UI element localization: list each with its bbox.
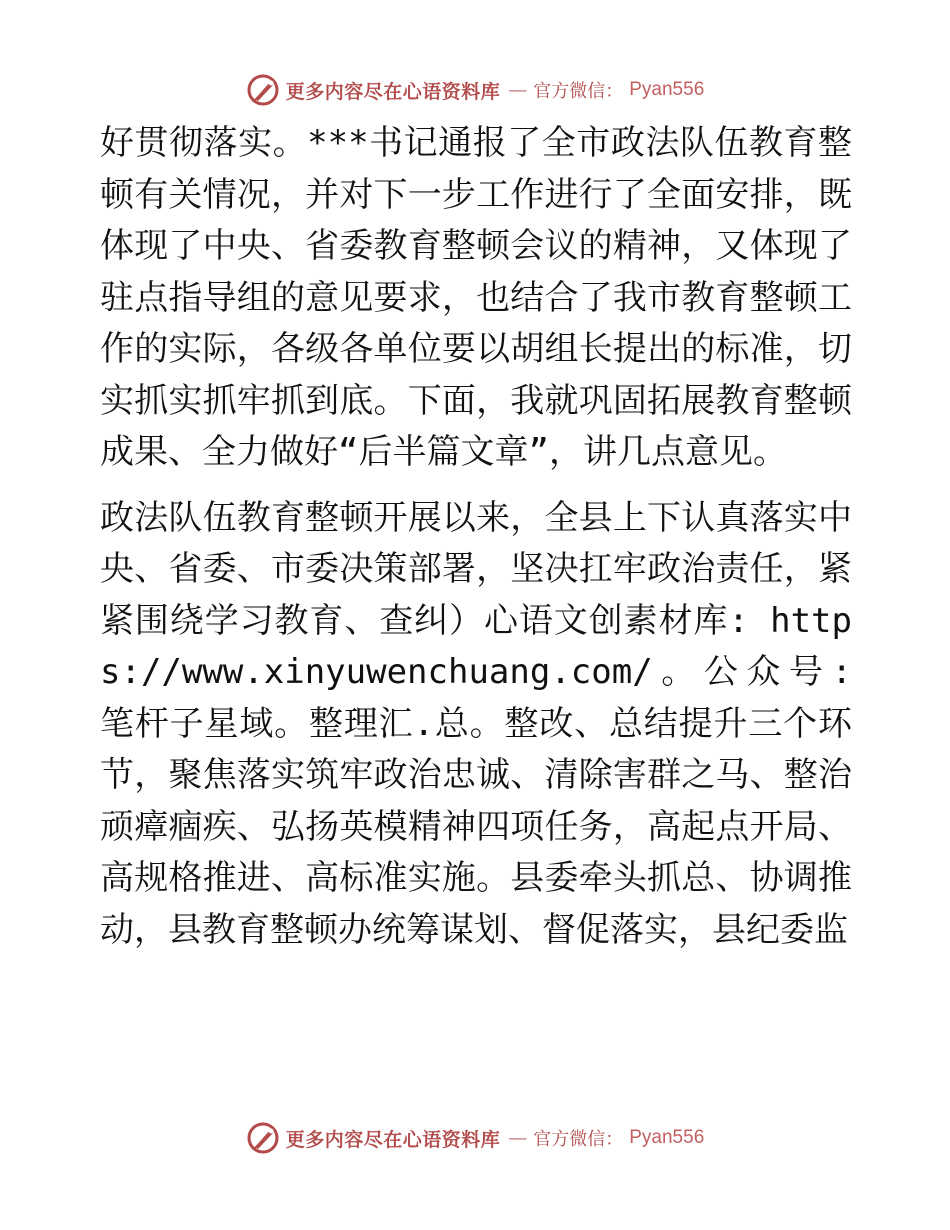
banner-contact-id: Pyan556 bbox=[629, 1127, 705, 1148]
header-watermark-banner bbox=[0, 70, 950, 110]
paragraph-2: 政法队伍教育整顿开展以来，全县上下认真落实中央、省委、市委决策部署，坚决扛牢政治责任，紧紧围绕学习教育、查纠）心语文创素材库: https://www.xinyuwenchuang.com/。公众号: 笔杆子星域。整理汇.总。整改、总结提升三个环节，聚焦落实筑牢政治忠诚、清除害群之马、整治顽瘴痼疾、弘扬英模精神四项任务，高起点开局、高规格推进、高标准实施。县委牵头抓总、协调推动，县教育整顿办统筹谋划、督促落实，县纪委监 bbox=[100, 497, 852, 950]
banner-brand-text: 更多内容尽在心语资料库 bbox=[285, 80, 501, 103]
document-body bbox=[100, 118, 852, 956]
banner-contact-id: Pyan556 bbox=[629, 79, 705, 100]
quill-logo-icon bbox=[246, 1121, 280, 1155]
banner-brand-text: 更多内容尽在心语资料库 bbox=[285, 1128, 501, 1151]
banner-contact-label: 官方微信： bbox=[533, 81, 624, 102]
paragraph-1: 好贯彻落实。***书记通报了全市政法队伍教育整顿有关情况，并对下一步工作进行了全面安排，既体现了中央、省委教育整顿会议的精神，又体现了驻点指导组的意见要求，也结合了我市教育整顿工作的实际，各级各单位要以胡组长提出的标准，切实抓实抓牢抓到底。下面，我就巩固拓展教育整顿成果、全力做好“后半篇文章”，讲几点意见。 bbox=[100, 123, 852, 472]
banner-contact-label: 官方微信： bbox=[533, 1129, 624, 1150]
banner-dash: — bbox=[508, 1127, 526, 1149]
footer-watermark-banner bbox=[0, 1118, 950, 1158]
quill-logo-icon bbox=[246, 73, 280, 107]
banner-dash: — bbox=[508, 79, 526, 101]
